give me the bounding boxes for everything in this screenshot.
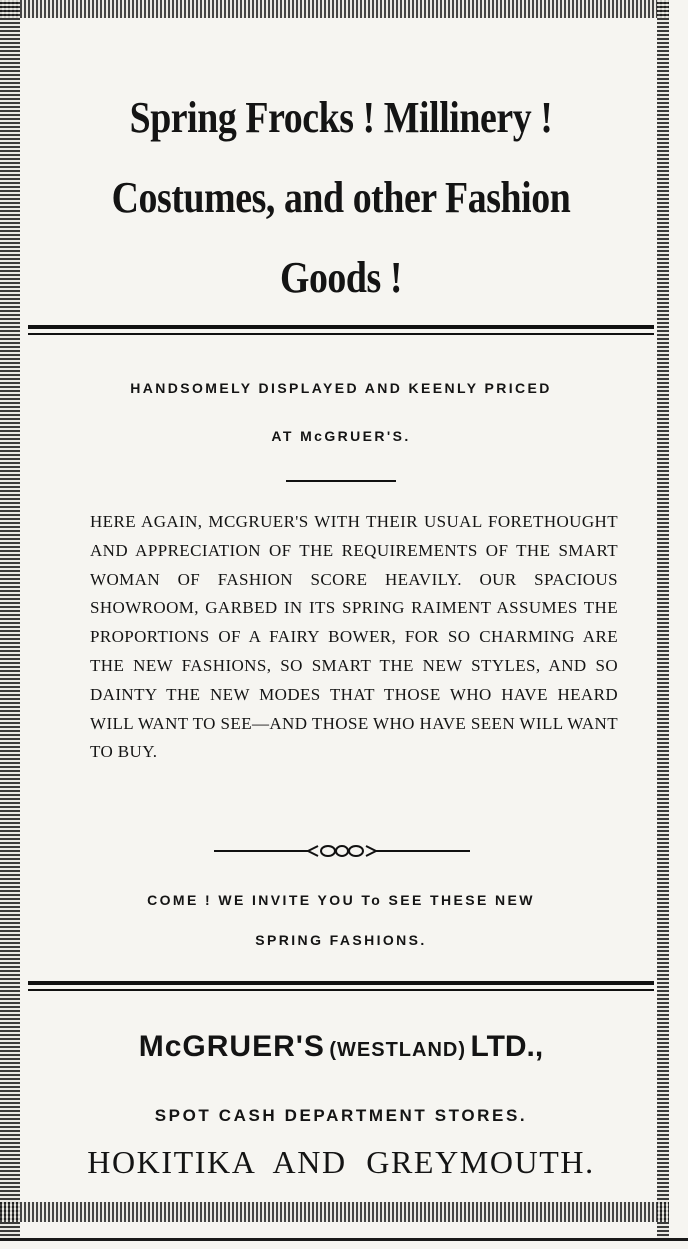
left-border — [0, 0, 20, 1240]
ornament-divider — [214, 840, 470, 862]
store-name-main: McGRUER'S — [138, 1030, 325, 1063]
advertisement — [28, 18, 654, 1202]
store-suffix: LTD., — [470, 1030, 544, 1063]
top-border — [0, 0, 669, 18]
invitation-line-2: SPRING FASHIONS. — [255, 932, 427, 948]
invitation-line-1: COME ! WE INVITE YOU To SEE THESE NEW — [147, 892, 535, 908]
headline-line-2: Costumes, and other Fashion — [111, 173, 571, 222]
page-bottom-rule — [0, 1238, 688, 1241]
store-tagline: SPOT CASH DEPARTMENT STORES. — [154, 1106, 528, 1125]
section-divider-bottom — [28, 981, 654, 991]
tagline-line-1: HANDSOMELY DISPLAYED AND KEENLY PRICED — [130, 380, 552, 396]
body-copy: HERE AGAIN, MCGRUER'S WITH THEIR USUAL FORETHOUGHT AND APPRECIATION OF THE REQUIREMENTS OF THE SMART WOMAN OF FASHION SCORE HEAVILY. OUR SPACIOUS SHOWROOM, GARBED IN ITS SPRING RAIMENT ASSUMES THE PROPORTIONS OF A FAIRY BOWER, FOR SO CHARMING ARE THE NEW FASHIONS, SO SMART THE NEW STYLES, AND SO DAINTY THE NEW MODES THAT THOSE WHO HAVE HEARD WILL WANT TO SEE—AND THOSE WHO HAVE SEEN WILL WANT TO BUY. — [90, 512, 618, 762]
store-towns: HOKITIKA AND GREYMOUTH. — [87, 1144, 595, 1180]
short-divider — [286, 480, 396, 482]
right-border — [657, 0, 669, 1240]
headline-line-3: Goods ! — [279, 253, 403, 302]
headline — [28, 78, 654, 318]
bottom-border — [0, 1202, 669, 1222]
headline-line-1: Spring Frocks ! Millinery ! — [129, 93, 553, 142]
store-name — [28, 1030, 654, 1064]
store-region: (WESTLAND) — [329, 1039, 467, 1061]
section-divider-top — [28, 325, 654, 335]
tagline-line-2: AT McGRUER'S. — [271, 428, 411, 444]
